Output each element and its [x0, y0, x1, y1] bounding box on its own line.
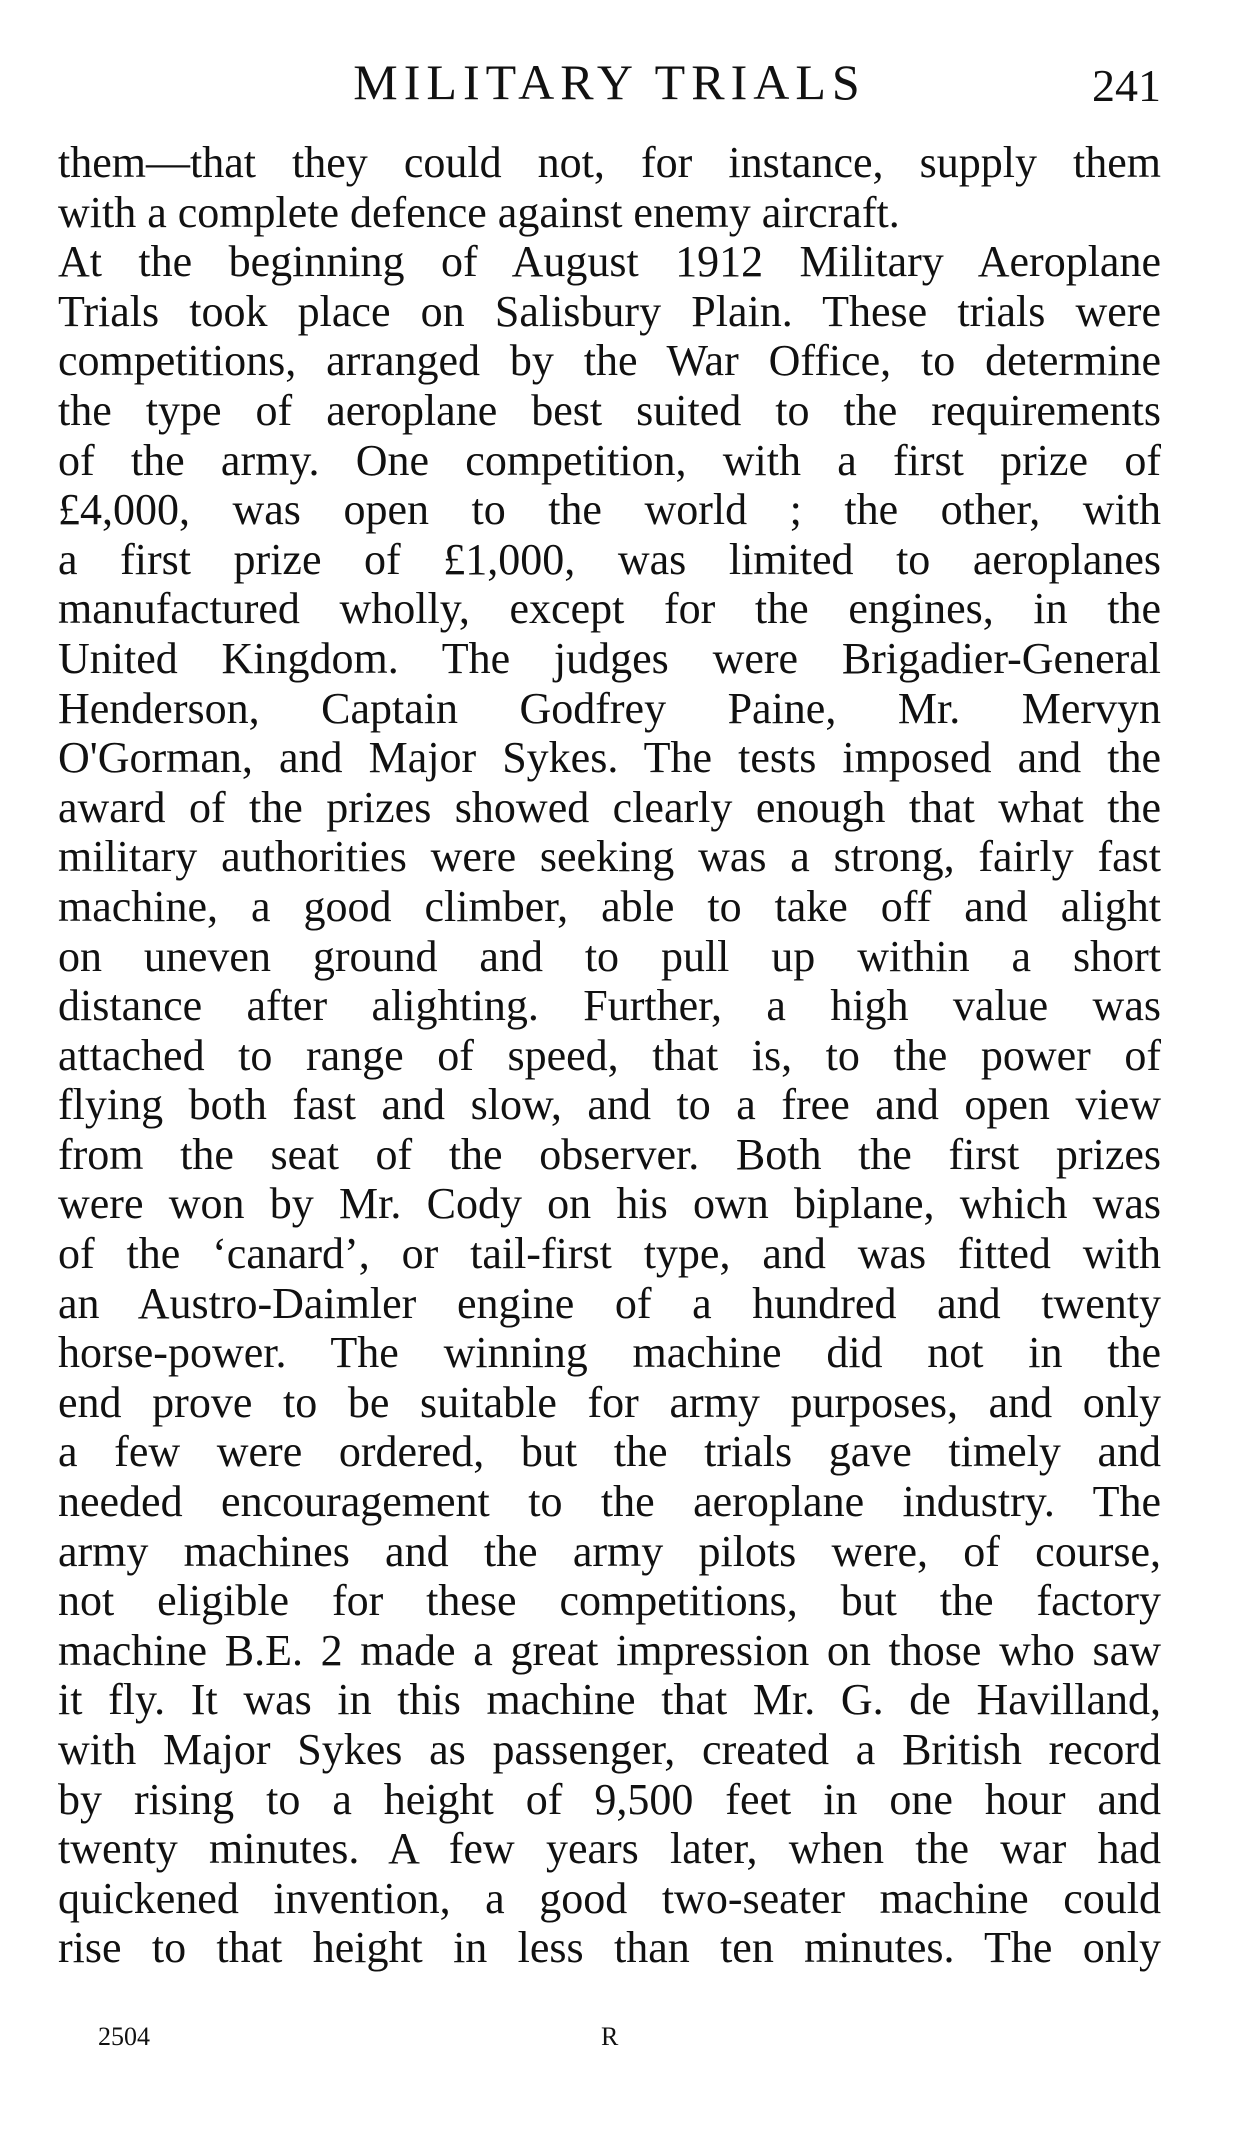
running-title: MILITARY TRIALS: [353, 54, 866, 110]
text-line: it fly. It was in this machine that Mr. G. de Havilland,: [58, 1675, 1161, 1725]
text-line: award of the prizes showed clearly enough that what the: [58, 782, 1161, 832]
text-line: Henderson, Captain Godfrey Paine, Mr. Mervyn: [58, 683, 1161, 733]
text-line: a first prize of £1,000, was limited to aeroplanes: [58, 534, 1161, 584]
text-line: a few were ordered, but the trials gave timely and: [58, 1427, 1161, 1477]
text-line: them—that they could not, for instance, supply them: [58, 138, 1161, 187]
text-line: with Major Sykes as passenger, created a British record: [58, 1725, 1161, 1774]
text-line: O'Gorman, and Major Sykes. The tests imposed and the: [58, 733, 1161, 783]
text-line: machine B.E. 2 made a great impression on those who saw: [58, 1625, 1161, 1675]
text-line: flying both fast and slow, and to a free and open view: [58, 1080, 1161, 1130]
text-line: horse-power. The winning machine did not in the: [58, 1328, 1161, 1378]
body-text: [58, 138, 1161, 1973]
text-line: with a complete defence against enemy aircraft.: [58, 187, 900, 237]
text-line: attached to range of speed, that is, to the power of: [58, 1030, 1161, 1080]
text-line: competitions, arranged by the War Office, to determine: [58, 336, 1161, 386]
text-line: by rising to a height of 9,500 feet in one hour and: [58, 1774, 1161, 1824]
text-line: At the beginning of August 1912 Military Aeroplane: [58, 237, 1161, 287]
text-line: end prove to be suitable for army purposes, and only: [58, 1377, 1161, 1427]
text-line: of the ‘canard’, or tail-first type, and was fitted with: [58, 1229, 1161, 1279]
text-line: army machines and the army pilots were, of course,: [58, 1526, 1161, 1576]
text-line: distance after alighting. Further, a high value was: [58, 981, 1161, 1031]
text-line: military authorities were seeking was a strong, fairly fast: [58, 832, 1161, 882]
text-line: twenty minutes. A few years later, when the war had: [58, 1824, 1161, 1874]
text-line: rise to that height in less than ten minutes. The only: [58, 1923, 1161, 1973]
page-footer: [98, 2022, 698, 2062]
text-line: United Kingdom. The judges were Brigadier-General: [58, 633, 1161, 683]
text-line: the type of aeroplane best suited to the requirements: [58, 385, 1161, 435]
text-line: were won by Mr. Cody on his own biplane, which was: [58, 1179, 1161, 1229]
text-line: quickened invention, a good two-seater machine could: [58, 1873, 1161, 1923]
text-line: an Austro-Daimler engine of a hundred and twenty: [58, 1278, 1161, 1328]
text-line: from the seat of the observer. Both the first prizes: [58, 1129, 1161, 1179]
text-line: needed encouragement to the aeroplane industry. The: [58, 1477, 1161, 1527]
text-line: manufactured wholly, except for the engines, in the: [58, 584, 1161, 634]
signature-letter: R: [601, 2022, 619, 2051]
page-number: 241: [1092, 60, 1161, 111]
running-head: [58, 52, 1161, 122]
text-line: Trials took place on Salisbury Plain. These trials were: [58, 286, 1161, 336]
text-line: on uneven ground and to pull up within a short: [58, 931, 1161, 981]
text-line: not eligible for these competitions, but the factory: [58, 1576, 1161, 1626]
text-line: £4,000, was open to the world ; the other, with: [58, 485, 1161, 535]
text-line: machine, a good climber, able to take off and alight: [58, 881, 1161, 931]
signature-code: 2504: [98, 2022, 150, 2051]
text-line: of the army. One competition, with a first prize of: [58, 435, 1161, 485]
